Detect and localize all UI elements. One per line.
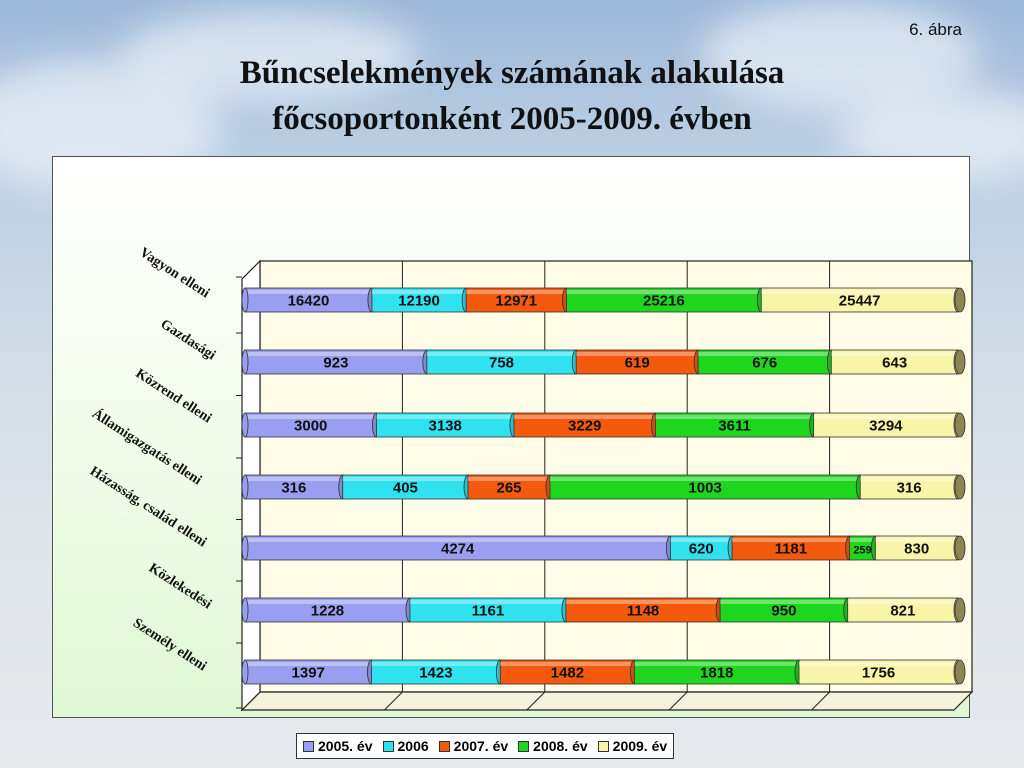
data-label: 923	[323, 354, 349, 372]
legend-item	[303, 738, 373, 754]
bar-start-cap	[242, 660, 248, 684]
bar-start-cap	[242, 350, 248, 374]
data-label: 265	[496, 479, 522, 497]
bar-group	[242, 660, 965, 684]
data-label: 3611	[718, 417, 751, 435]
data-label: 1756	[861, 664, 896, 682]
legend-label: 2006	[397, 738, 429, 754]
data-label: 1818	[700, 664, 734, 682]
data-label: 643	[882, 354, 908, 372]
bar-group	[242, 288, 965, 312]
bar-start-cap	[242, 598, 248, 622]
legend-swatch	[303, 741, 314, 752]
legend-item	[439, 738, 509, 754]
data-label: 3229	[568, 417, 602, 435]
bar-group	[242, 598, 965, 622]
chart-legend	[296, 733, 674, 759]
bar-start-cap	[242, 536, 248, 560]
data-label: 821	[890, 602, 916, 620]
bar-end-cap	[955, 350, 965, 374]
category-label: Államigazgatás elleni	[89, 406, 204, 489]
legend-item	[518, 738, 588, 754]
data-label: 1161	[471, 602, 505, 620]
category-label: Személy elleni	[130, 615, 209, 675]
data-label: 25447	[838, 292, 881, 310]
data-label: 1148	[626, 602, 660, 620]
bar-group	[242, 350, 965, 374]
data-label: 830	[904, 540, 930, 558]
data-label: 12971	[495, 292, 538, 310]
category-label: Vagyon elleni	[136, 245, 212, 302]
data-label: 619	[624, 354, 650, 372]
legend-item	[598, 738, 668, 754]
data-label: 316	[896, 479, 922, 497]
legend-label: 2008. év	[533, 738, 588, 754]
data-label: 4274	[440, 540, 475, 558]
data-label: 316	[281, 479, 307, 497]
bar-end-cap	[955, 536, 965, 560]
data-label: 950	[771, 602, 797, 620]
bar-start-cap	[242, 288, 248, 312]
category-label: Közlekedési	[145, 560, 214, 613]
category-label: Gazdasági	[157, 316, 218, 364]
data-label: 25216	[642, 292, 685, 310]
bar-group	[242, 536, 965, 560]
legend-item	[383, 738, 429, 754]
bar-end-cap	[955, 598, 965, 622]
bar-highlight	[850, 538, 876, 542]
data-label: 620	[688, 540, 714, 558]
legend-label: 2009. év	[612, 738, 668, 754]
category-label: Közrend elleni	[132, 366, 214, 427]
legend-swatch	[598, 741, 609, 752]
data-label: 12190	[398, 292, 440, 310]
bar-start-cap	[242, 413, 248, 437]
data-label: 1228	[310, 602, 345, 620]
legend-label: 2007. év	[453, 738, 509, 754]
legend-swatch	[518, 741, 529, 752]
data-label: 259	[853, 544, 872, 557]
bar-end-cap	[955, 413, 965, 437]
data-label: 758	[488, 354, 515, 372]
bar-start-cap	[242, 475, 248, 499]
plot-floor	[242, 692, 972, 710]
figure-number: 6. ábra	[909, 20, 962, 39]
data-label: 1181	[774, 540, 808, 558]
data-label: 3000	[294, 417, 328, 435]
data-label: 3294	[869, 417, 903, 435]
title-line-1: Bűncselekmények számának alakulása	[239, 55, 785, 91]
legend-swatch	[383, 741, 394, 752]
bar-end-cap	[955, 288, 965, 312]
category-label: Házasság, család elleni	[86, 463, 209, 551]
data-label: 1003	[688, 479, 722, 497]
data-label: 1482	[550, 664, 585, 682]
legend-label: 2005. év	[318, 738, 373, 754]
data-label: 1397	[291, 664, 325, 682]
title-line-2: főcsoportonként 2005-2009. évben	[272, 101, 752, 137]
bar-group	[242, 413, 965, 437]
data-label: 16420	[287, 292, 330, 310]
legend-swatch	[439, 741, 450, 752]
bar-end-cap	[955, 660, 965, 684]
data-label: 1423	[419, 664, 453, 682]
data-label: 676	[752, 354, 778, 372]
data-label: 405	[392, 479, 418, 497]
bar-end-cap	[955, 475, 965, 499]
bar-group	[242, 475, 965, 499]
data-label: 3138	[428, 417, 462, 435]
